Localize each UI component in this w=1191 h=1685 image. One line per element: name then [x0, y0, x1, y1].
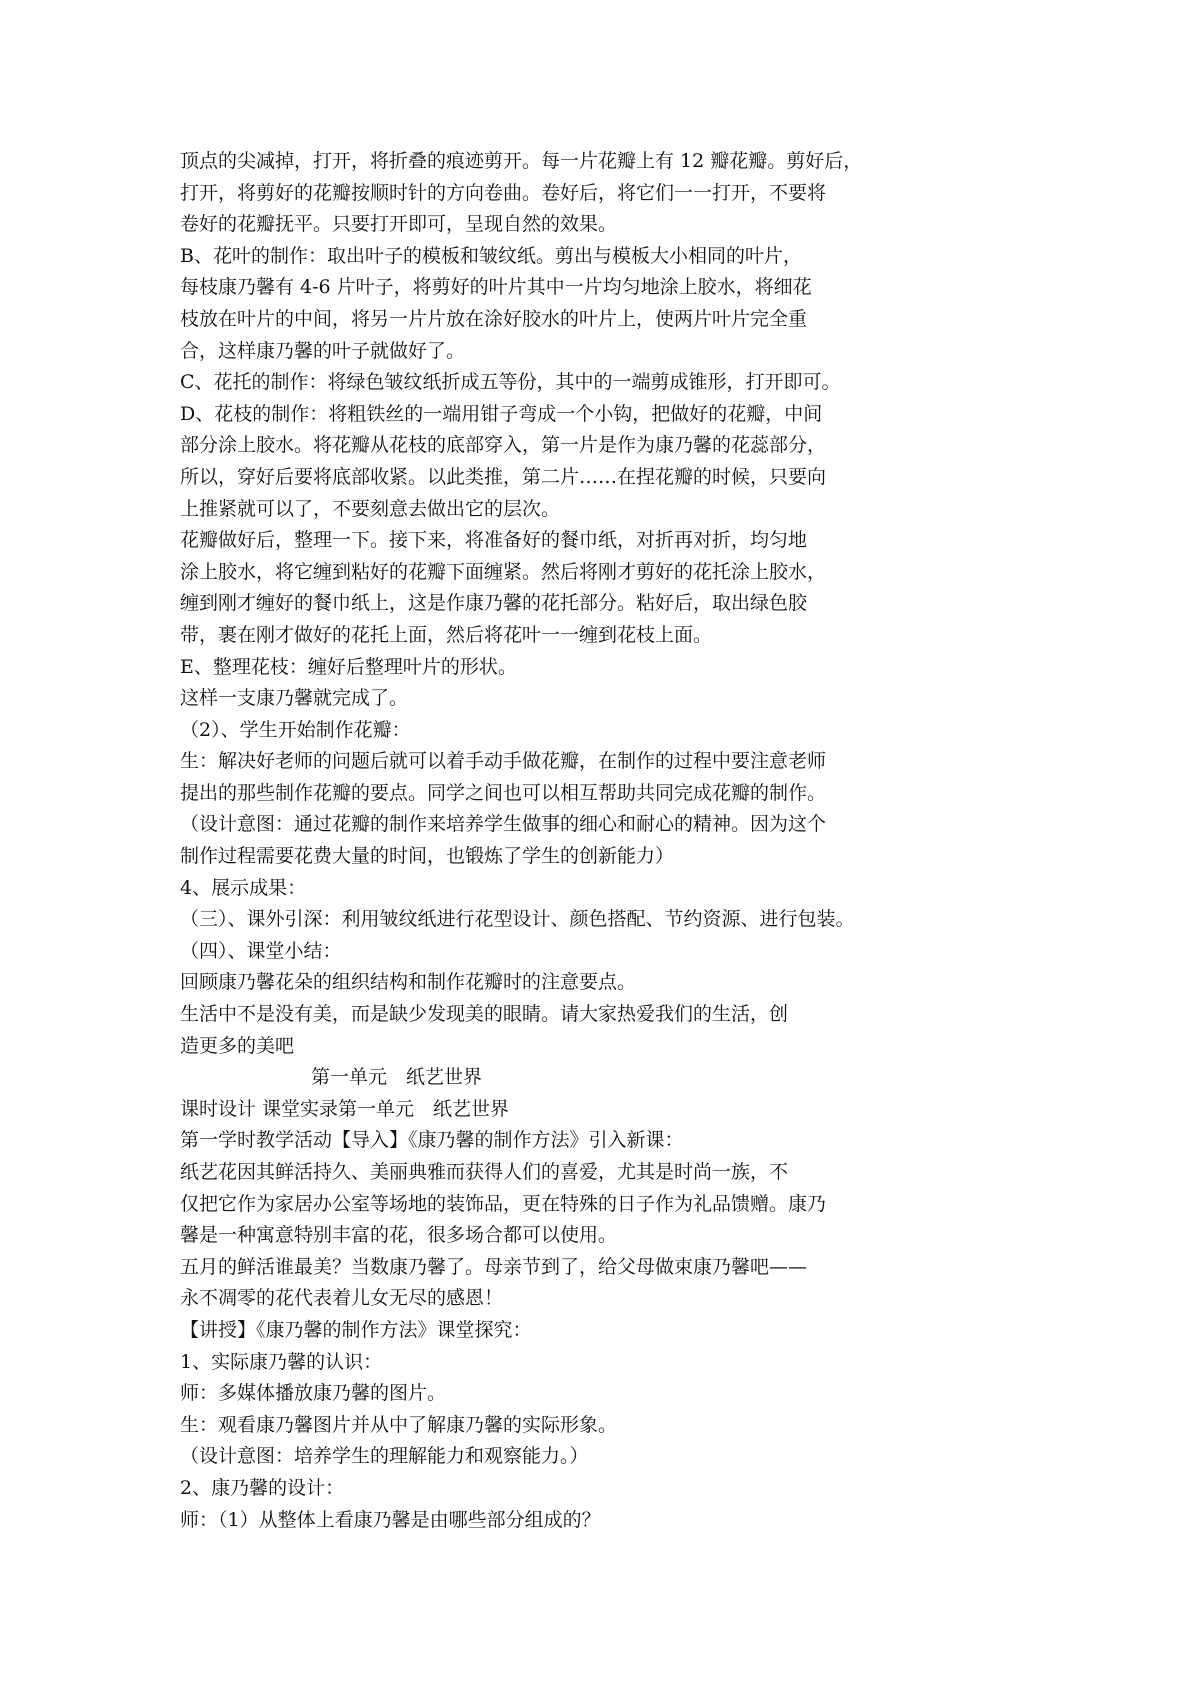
text-line: 上推紧就可以了，不要刻意去做出它的层次。 [180, 497, 561, 520]
text-line: 造更多的美吧 [180, 1034, 295, 1057]
text-line: 第一学时教学活动【导入】《康乃馨的制作方法》引入新课： [180, 1129, 684, 1152]
text-line: 生：解决好老师的问题后就可以着手动手做花瓣，在制作的过程中要注意老师 [180, 750, 827, 773]
text-line: （2）、学生开始制作花瓣： [180, 718, 411, 741]
text-line: 馨是一种寓意特别丰富的花，很多场合都可以使用。 [180, 1224, 618, 1247]
text-line: 五月的鲜活谁最美？当数康乃馨了。母亲节到了，给父母做束康乃馨吧—— [180, 1255, 808, 1278]
text-line: 带，裹在刚才做好的花托上面，然后将花叶一一缠到花枝上面。 [180, 623, 713, 646]
text-line: 1、实际康乃馨的认识： [180, 1350, 383, 1373]
text-line: 枝放在叶片的中间，将另一片片放在涂好胶水的叶片上，使两片叶片完全重 [180, 307, 808, 330]
text-line: 所以，穿好后要将底部收紧。以此类推，第二片……在捏花瓣的时候，只要向 [180, 465, 827, 488]
text-line: （四）、课堂小结： [180, 939, 342, 962]
text-line: 制作过程需要花费大量的时间，也锻炼了学生的创新能力） [180, 845, 675, 868]
text-line: 师：多媒体播放康乃馨的图片。 [180, 1382, 447, 1405]
text-line: 这样一支康乃馨就完成了。 [180, 687, 409, 710]
text-line: 4、展示成果： [180, 876, 307, 899]
text-line: 课时设计 课堂实录第一单元 纸艺世界 [180, 1097, 510, 1120]
text-line: 打开，将剪好的花瓣按顺时针的方向卷曲。卷好后，将它们一一打开，不要将 [180, 181, 827, 204]
text-line: 仅把它作为家居办公室等场地的装饰品，更在特殊的日子作为礼品馈赠。康乃 [180, 1192, 827, 1215]
text-line: 2、康乃馨的设计： [180, 1476, 345, 1499]
text-line: 生：观看康乃馨图片并从中了解康乃馨的实际形象。 [180, 1413, 618, 1436]
text-line: D、花枝的制作：将粗铁丝的一端用钳子弯成一个小钩，把做好的花瓣，中间 [180, 402, 823, 425]
text-line: 每枝康乃馨有 4-6 片叶子，将剪好的叶片其中一片均匀地涂上胶水，将细花 [180, 276, 812, 299]
text-line: 纸艺花因其鲜活持久、美丽典雅而获得人们的喜爱，尤其是时尚一族，不 [180, 1161, 789, 1183]
section-heading: 第一单元 纸艺世界 [311, 1066, 483, 1089]
text-line: 合，这样康乃馨的叶子就做好了。 [180, 339, 466, 362]
text-line: （三）、课外引深：利用皱纹纸进行花型设计、颜色搭配、节约资源、进行包装。 [180, 908, 855, 931]
text-line: 卷好的花瓣抚平。只要打开即可，呈现自然的效果。 [180, 213, 618, 236]
text-line: C、花托的制作：将绿色皱纹纸折成五等份，其中的一端剪成锥形，打开即可。 [180, 371, 841, 394]
text-line: （设计意图：培养学生的理解能力和观察能力。） [180, 1445, 589, 1468]
text-line: E、整理花枝：缠好后整理叶片的形状。 [180, 655, 517, 678]
document-body [180, 146, 980, 1536]
text-line: 【讲授】《康乃馨的制作方法》课堂探究： [180, 1318, 532, 1341]
text-line: 回顾康乃馨花朵的组织结构和制作花瓣时的注意要点。 [180, 971, 637, 994]
text-line: 永不凋零的花代表着儿女无尽的感恩！ [180, 1287, 504, 1310]
text-line: （设计意图：通过花瓣的制作来培养学生做事的细心和耐心的精神。因为这个 [180, 813, 827, 836]
text-line: 部分涂上胶水。将花瓣从花枝的底部穿入，第一片是作为康乃馨的花蕊部分， [180, 434, 827, 457]
text-line: 生活中不是没有美，而是缺少发现美的眼睛。请大家热爱我们的生活，创 [180, 1003, 789, 1026]
text-line: 花瓣做好后，整理一下。接下来，将准备好的餐巾纸，对折再对折，均匀地 [180, 529, 808, 552]
text-line: 师：（1）从整体上看康乃馨是由哪些部分组成的？ [180, 1508, 601, 1531]
text-line: 涂上胶水，将它缠到粘好的花瓣下面缠紧。然后将刚才剪好的花托涂上胶水， [180, 560, 827, 583]
text-line: 缠到刚才缠好的餐巾纸上，这是作康乃馨的花托部分。粘好后，取出绿色胶 [180, 592, 808, 615]
text-line: 顶点的尖减掉，打开，将折叠的痕迹剪开。每一片花瓣上有 12 瓣花瓣。剪好后， [180, 150, 863, 172]
text-line: 提出的那些制作花瓣的要点。同学之间也可以相互帮助共同完成花瓣的制作。 [180, 781, 827, 804]
text-line: B、花叶的制作：取出叶子的模板和皱纹纸。剪出与模板大小相同的叶片， [180, 244, 802, 267]
